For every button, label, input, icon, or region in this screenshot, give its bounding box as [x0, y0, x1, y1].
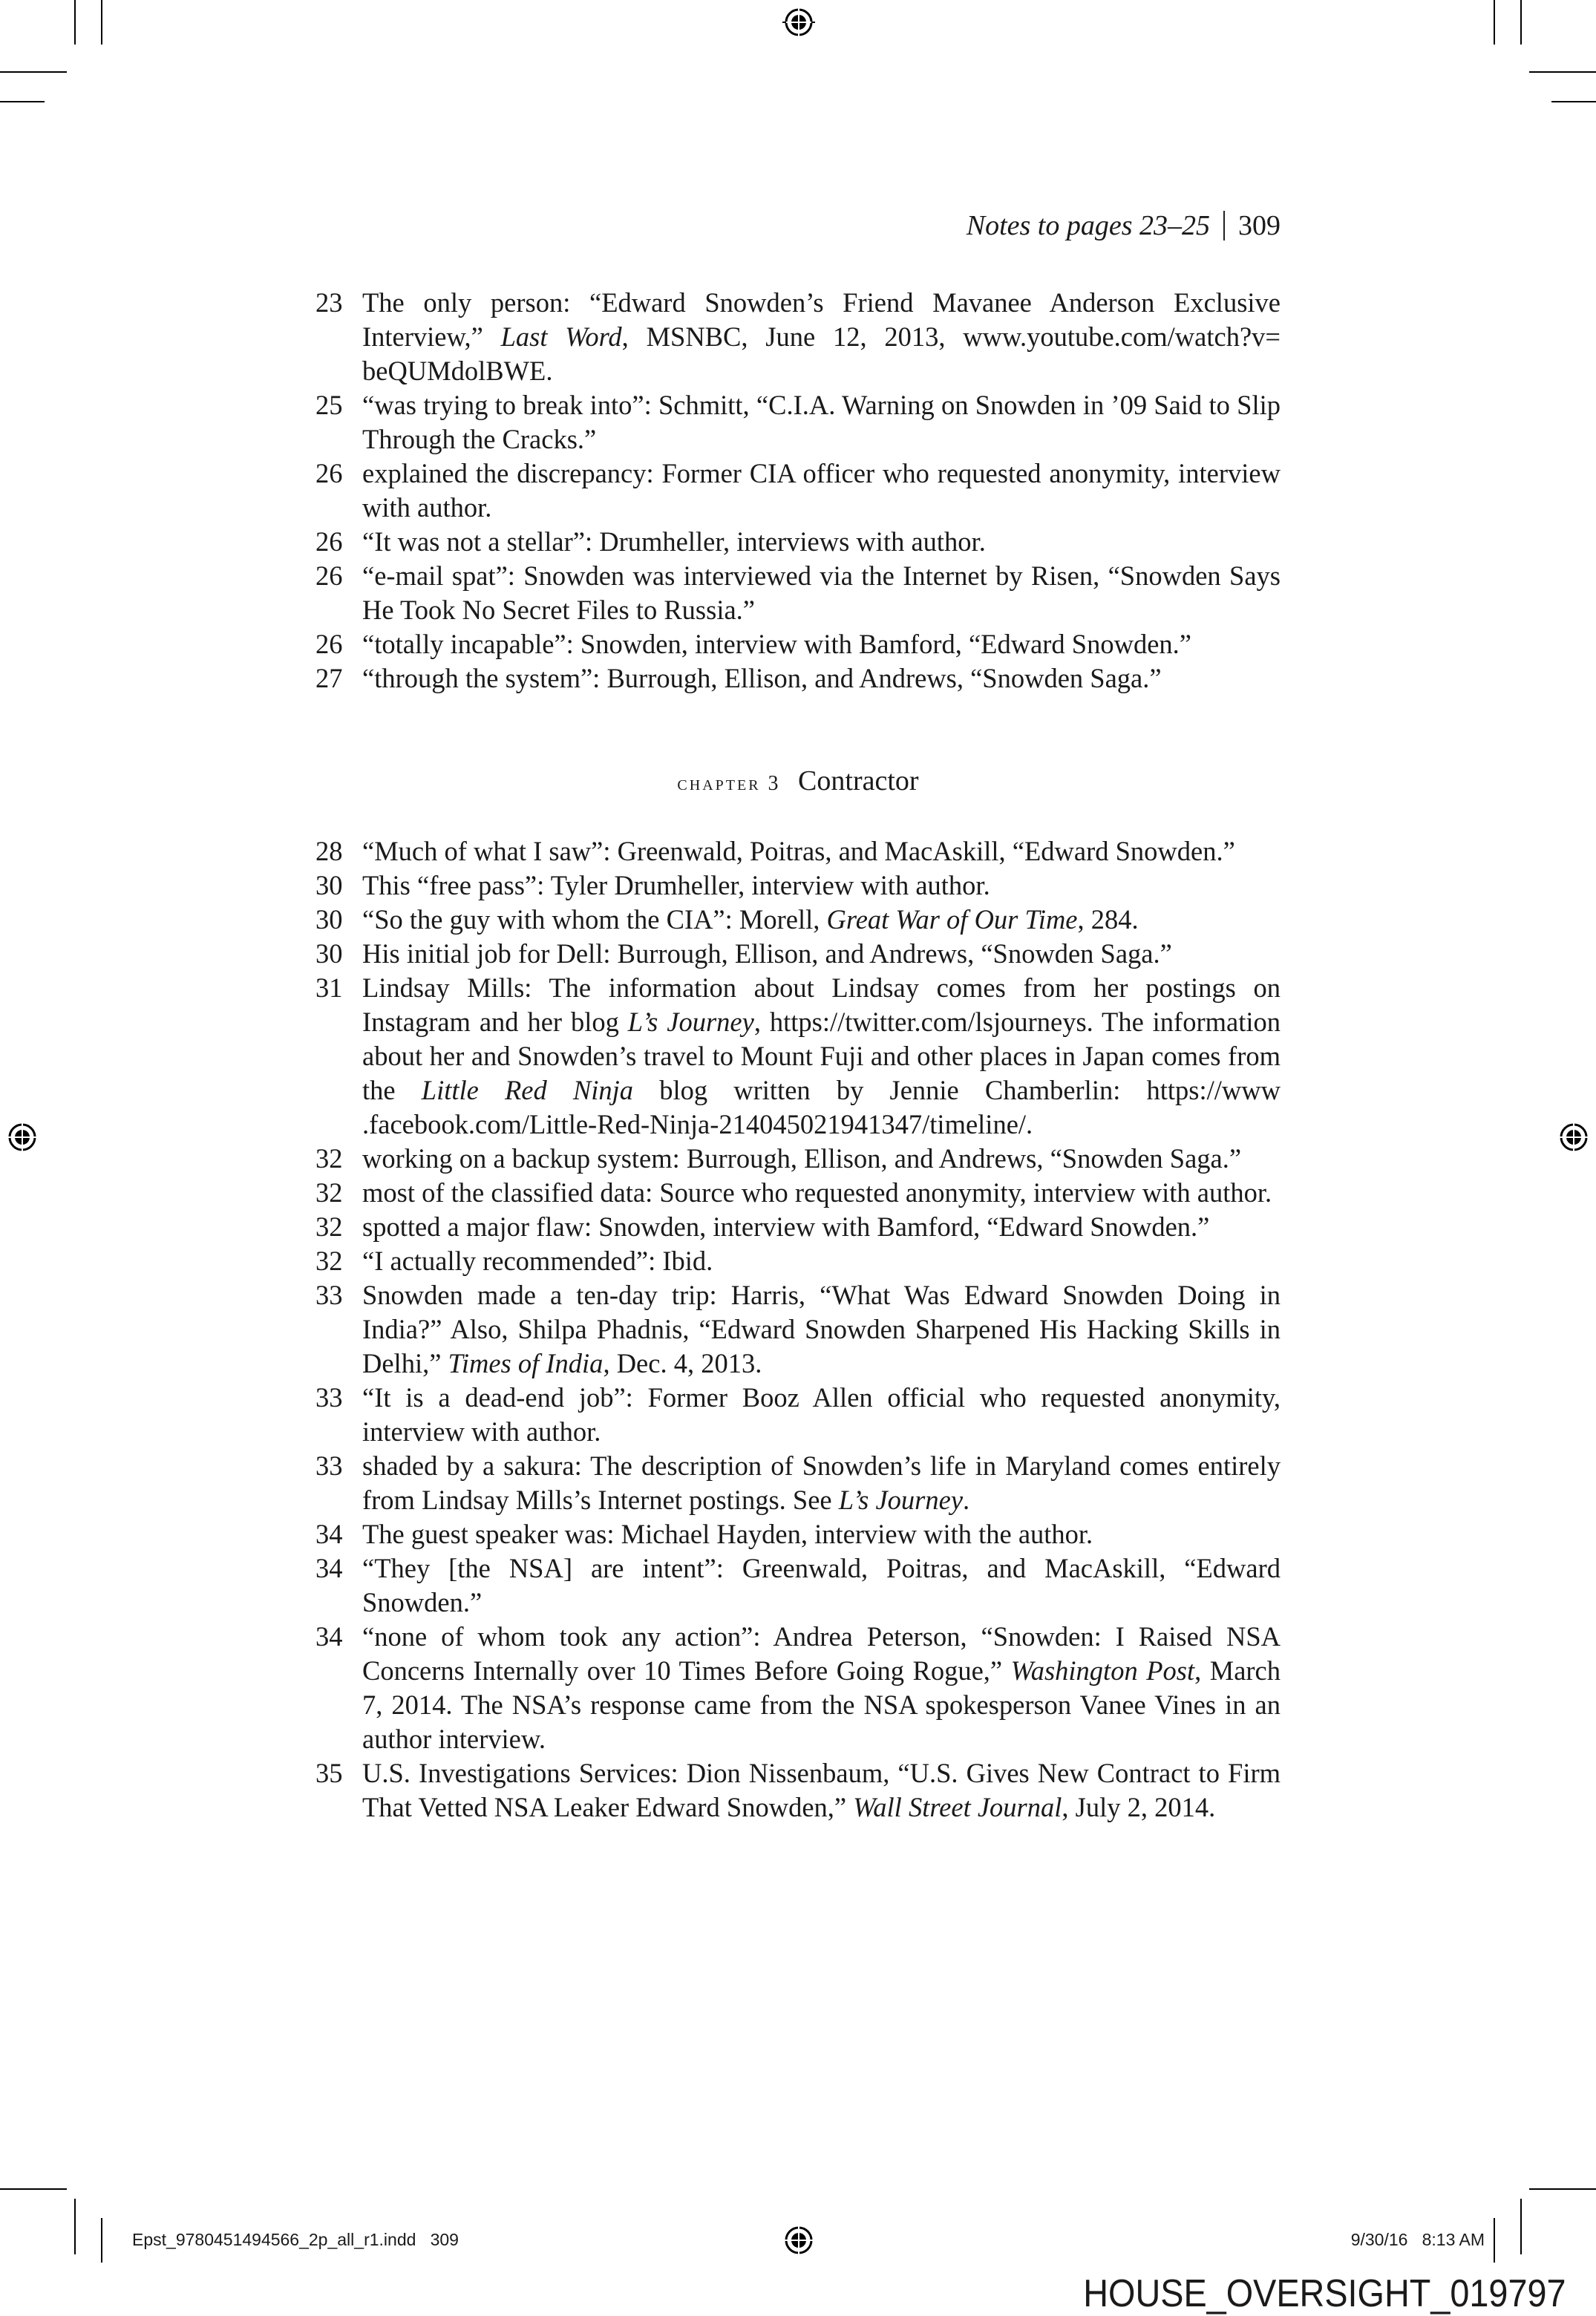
- note-text: [362, 937, 1281, 971]
- note-entry: [315, 388, 1281, 457]
- note-text-segment: , Dec. 4, 2013.: [603, 1348, 762, 1378]
- note-page-number: 30: [315, 938, 343, 969]
- crop-mark: [0, 2188, 67, 2190]
- note-text-segment: “e-mail spat”: Snowden was interviewed via the Internet by Risen, “Snowden Says He Took No Secret Files to Russia.”: [362, 560, 1281, 625]
- note-text: [362, 1244, 1281, 1278]
- note-text-segment: , July 2, 2014.: [1062, 1792, 1216, 1822]
- note-text: [362, 1381, 1281, 1449]
- note-text: [362, 388, 1281, 457]
- note-text-segment: “was trying to break into”: Schmitt, “C.I.A. Warning on Snowden in ’09 Said to Slip Through the Cracks.”: [362, 390, 1281, 454]
- note-entry: [315, 1176, 1281, 1210]
- note-page-number: 34: [315, 1553, 343, 1583]
- note-page-number: 35: [315, 1758, 343, 1788]
- note-text: [362, 1756, 1281, 1825]
- note-page-number: 32: [315, 1143, 343, 1174]
- note-entry: [315, 1449, 1281, 1517]
- note-page-number: 34: [315, 1621, 343, 1652]
- crop-mark: [0, 71, 67, 73]
- note-entry: [315, 1756, 1281, 1825]
- note-page-number: 23: [315, 287, 343, 318]
- note-text: [362, 1278, 1281, 1381]
- note-text: [362, 627, 1281, 661]
- running-head-title: Notes to pages 23–25: [966, 210, 1210, 241]
- note-text-segment: “It was not a stellar”: Drumheller, interviews with author.: [362, 526, 986, 557]
- note-entry: [315, 457, 1281, 525]
- note-text-segment: , MSNBC, June 12, 2013, www.youtube.com/watch?v= beQUMdolBWE.: [362, 321, 1281, 386]
- note-entry: [315, 627, 1281, 661]
- running-head: [967, 209, 1281, 242]
- note-text: [362, 834, 1281, 868]
- notes-list-top: [315, 286, 1281, 696]
- registration-mark-icon: [1557, 1121, 1590, 1154]
- note-text-segment: The only person: “Edward Snowden’s Friend Mavanee Anderson Exclusive Interview,”: [362, 287, 1281, 352]
- note-text-segment: “I actually recommended”: Ibid.: [362, 1246, 713, 1276]
- note-text-segment: explained the discrepancy: Former CIA officer who requested anonymity, interview with author.: [362, 458, 1281, 523]
- note-text: [362, 1142, 1281, 1176]
- note-text: [362, 661, 1281, 696]
- note-entry: [315, 1620, 1281, 1756]
- note-entry: [315, 1244, 1281, 1278]
- note-entry: [315, 903, 1281, 937]
- page-number: 309: [1238, 210, 1281, 241]
- note-text: [362, 1551, 1281, 1620]
- crop-mark: [101, 0, 102, 45]
- crop-mark: [74, 0, 76, 45]
- note-text-segment: most of the classified data: Source who requested anonymity, interview with author.: [362, 1177, 1272, 1208]
- note-page-number: 26: [315, 629, 343, 659]
- crop-mark: [1529, 2188, 1596, 2190]
- note-text-segment: working on a backup system: Burrough, Ellison, and Andrews, “Snowden Saga.”: [362, 1143, 1242, 1174]
- note-page-number: 30: [315, 904, 343, 935]
- note-text: [362, 559, 1281, 627]
- note-entry: [315, 661, 1281, 696]
- note-page-number: 27: [315, 663, 343, 693]
- note-text: [362, 1517, 1281, 1551]
- note-text: [362, 1176, 1281, 1210]
- note-title-italic: Little Red Ninja: [421, 1075, 634, 1105]
- note-entry: [315, 834, 1281, 868]
- note-text-segment: blog written by Jennie Chamberlin: https://www .facebook.com/Little-Red-Ninja-214045021941347/timeline/.: [362, 1075, 1281, 1139]
- note-entry: [315, 868, 1281, 903]
- note-text-segment: U.S. Investigations Services: Dion Nissenbaum, “U.S. Gives New Contract to Firm That Vetted NSA Leaker Edward Snowden,”: [362, 1758, 1281, 1822]
- chapter-heading: [0, 765, 1596, 797]
- note-page-number: 26: [315, 526, 343, 557]
- note-text: [362, 525, 1281, 559]
- note-page-number: 34: [315, 1519, 343, 1549]
- note-title-italic: L’s Journey: [838, 1485, 964, 1515]
- note-page-number: 33: [315, 1280, 343, 1310]
- note-text-segment: This “free pass”: Tyler Drumheller, interview with author.: [362, 870, 990, 900]
- crop-mark: [0, 101, 45, 102]
- chapter-label: chapter 3: [677, 772, 781, 795]
- note-entry: [315, 1142, 1281, 1176]
- note-entry: [315, 1210, 1281, 1244]
- note-page-number: 25: [315, 390, 343, 420]
- note-text-segment: .: [963, 1485, 970, 1515]
- note-page-number: 32: [315, 1246, 343, 1276]
- note-entry: [315, 286, 1281, 388]
- note-text: [362, 286, 1281, 388]
- note-text-segment: “Much of what I saw”: Greenwald, Poitras, and MacAskill, “Edward Snowden.”: [362, 836, 1235, 866]
- note-entry: [315, 1278, 1281, 1381]
- note-entry: [315, 971, 1281, 1142]
- note-title-italic: Last Word: [500, 321, 622, 352]
- note-entry: [315, 525, 1281, 559]
- note-text: [362, 868, 1281, 903]
- note-title-italic: L’s Journey: [627, 1007, 754, 1037]
- note-page-number: 32: [315, 1211, 343, 1242]
- note-title-italic: Wall Street Journal: [853, 1792, 1062, 1822]
- note-text-segment: “none of whom took any action”: Andrea Peterson, “Snowden: I Raised NSA Concerns Internally over 10 Times Before Going Rogue,”: [362, 1621, 1281, 1686]
- crop-mark: [1551, 101, 1596, 102]
- note-text-segment: “So the guy with whom the CIA”: Morell,: [362, 904, 827, 935]
- note-page-number: 26: [315, 560, 343, 591]
- crop-mark: [1520, 0, 1522, 45]
- note-text-segment: His initial job for Dell: Burrough, Ellison, and Andrews, “Snowden Saga.”: [362, 938, 1172, 969]
- note-entry: [315, 1551, 1281, 1620]
- note-page-number: 31: [315, 972, 343, 1003]
- note-page-number: 33: [315, 1450, 343, 1481]
- note-text-segment: , 284.: [1077, 904, 1139, 935]
- crop-mark: [1529, 71, 1596, 73]
- note-title-italic: Times of India: [448, 1348, 604, 1378]
- note-text-segment: shaded by a sakura: The description of Snowden’s life in Maryland comes entirely from Lindsay Mills’s Internet postings. See: [362, 1450, 1281, 1515]
- registration-mark-icon: [6, 1121, 39, 1154]
- crop-mark: [1494, 0, 1495, 45]
- divider: [1223, 211, 1225, 241]
- note-text-segment: The guest speaker was: Michael Hayden, interview with the author.: [362, 1519, 1093, 1549]
- note-text: [362, 1620, 1281, 1756]
- note-text: [362, 1210, 1281, 1244]
- note-text: [362, 971, 1281, 1142]
- note-text-segment: , March 7, 2014. The NSA’s response came from the NSA spokesperson Vanee Vines in an author interview.: [362, 1655, 1281, 1754]
- note-page-number: 28: [315, 836, 343, 866]
- note-text-segment: , https://twitter.com/lsjourneys. The information about her and Snowden’s travel to Mount Fuji and other places in Japan comes from the: [362, 1007, 1281, 1105]
- note-title-italic: Great War of Our Time: [826, 904, 1078, 935]
- note-page-number: 26: [315, 458, 343, 488]
- note-text-segment: “totally incapable”: Snowden, interview with Bamford, “Edward Snowden.”: [362, 629, 1191, 659]
- crop-mark: [101, 2218, 102, 2263]
- crop-mark: [74, 2199, 76, 2254]
- registration-mark-icon: [782, 2224, 815, 2257]
- footer-timestamp: 9/30/16 8:13 AM: [1350, 2230, 1485, 2249]
- note-text-segment: “They [the NSA] are intent”: Greenwald, Poitras, and MacAskill, “Edward Snowden.”: [362, 1553, 1281, 1617]
- bates-number: HOUSE_OVERSIGHT_019797: [1083, 2272, 1566, 2315]
- note-text-segment: “It is a dead-end job”: Former Booz Allen official who requested anonymity, interview with author.: [362, 1382, 1281, 1447]
- note-text-segment: Lindsay Mills: The information about Lindsay comes from her postings on Instagram and her blog: [362, 972, 1281, 1037]
- note-page-number: 30: [315, 870, 343, 900]
- crop-mark: [1494, 2218, 1495, 2263]
- note-entry: [315, 937, 1281, 971]
- note-page-number: 33: [315, 1382, 343, 1413]
- note-text: [362, 903, 1281, 937]
- footer-file: Epst_9780451494566_2p_all_r1.indd 309: [132, 2230, 459, 2249]
- note-text: [362, 457, 1281, 525]
- note-entry: [315, 559, 1281, 627]
- notes-list-bottom: [315, 834, 1281, 1825]
- note-entry: [315, 1517, 1281, 1551]
- note-page-number: 32: [315, 1177, 343, 1208]
- note-entry: [315, 1381, 1281, 1449]
- crop-mark: [1520, 2199, 1522, 2254]
- note-text: [362, 1449, 1281, 1517]
- note-text-segment: spotted a major flaw: Snowden, interview with Bamford, “Edward Snowden.”: [362, 1211, 1210, 1242]
- note-title-italic: Washington Post: [1010, 1655, 1195, 1686]
- note-text-segment: Snowden made a ten-day trip: Harris, “What Was Edward Snowden Doing in India?” Also, Shilpa Phadnis, “Edward Snowden Sharpened His Hacking Skills in Delhi,”: [362, 1280, 1281, 1378]
- note-text-segment: “through the system”: Burrough, Ellison, and Andrews, “Snowden Saga.”: [362, 663, 1162, 693]
- chapter-title: Contractor: [798, 765, 919, 796]
- registration-mark-icon: [782, 6, 815, 39]
